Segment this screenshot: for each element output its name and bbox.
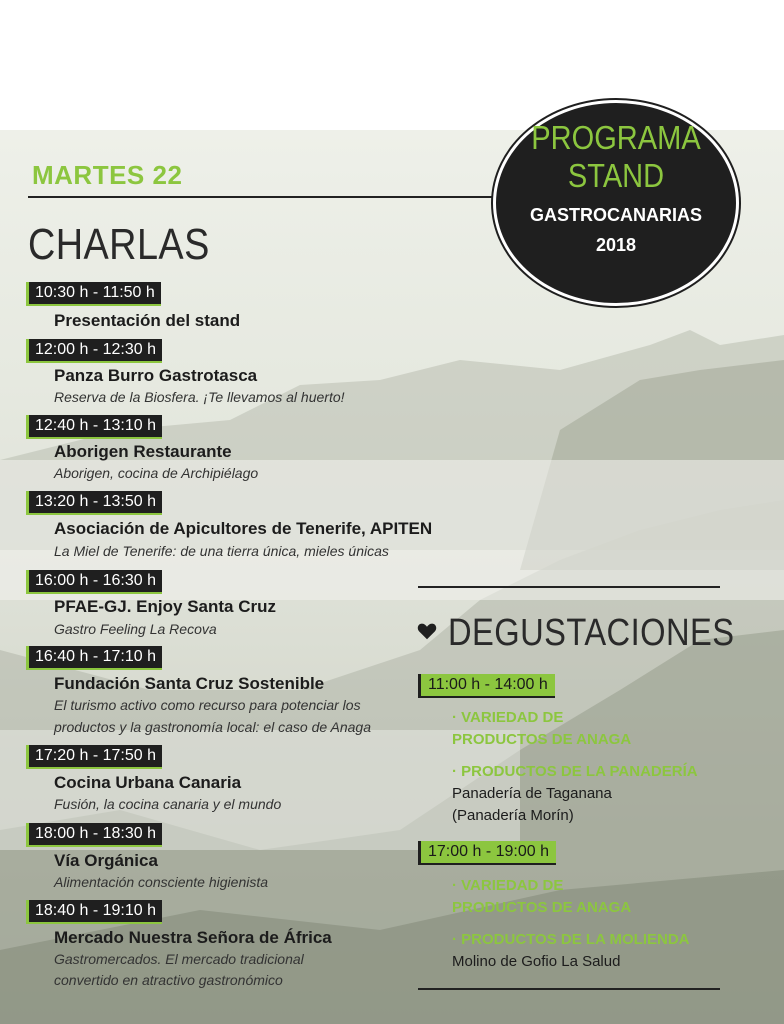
talk-subtitle: convertido en atractivo gastronómico	[54, 972, 283, 988]
tasting-item-detail: Panadería de Taganana	[452, 785, 612, 802]
section-title-degustaciones: DEGUSTACIONES	[448, 612, 735, 654]
program-badge	[493, 100, 739, 306]
talk-time: 16:40 h - 17:10 h	[26, 646, 162, 670]
talk-title: Presentación del stand	[54, 311, 241, 330]
tasting-item-label: PRODUCTOS DE ANAGA	[452, 731, 632, 748]
badge-line-event: GASTROCANARIAS	[529, 205, 702, 225]
day-heading: MARTES 22	[32, 160, 183, 190]
talk-subtitle: La Miel de Tenerife: de una tierra única, mieles únicas	[54, 543, 389, 559]
degustaciones-divider-top	[418, 586, 720, 588]
tasting-item-detail: Molino de Gofio La Salud	[452, 953, 621, 970]
talk-time: 12:40 h - 13:10 h	[26, 415, 162, 439]
talk-title: Panza Burro Gastrotasca	[54, 366, 258, 385]
tasting-item-label: · VARIEDAD DE	[452, 709, 564, 726]
tasting-item-label: · PRODUCTOS DE LA PANADERÍA	[452, 763, 698, 780]
talk-subtitle: Gastro Feeling La Recova	[54, 621, 217, 637]
talk-time: 18:40 h - 19:10 h	[26, 900, 162, 924]
talk-title: Vía Orgánica	[54, 851, 158, 870]
talk-title: Asociación de Apicultores de Tenerife, APITEN	[54, 519, 433, 538]
talk-subtitle: Alimentación consciente higienista	[54, 874, 269, 890]
talk-subtitle: Reserva de la Biosfera. ¡Te llevamos al huerto!	[54, 389, 345, 405]
tasting-time: 17:00 h - 19:00 h	[418, 841, 556, 865]
badge-line-stand: STAND	[567, 157, 665, 194]
talk-time: 16:00 h - 16:30 h	[26, 570, 162, 594]
talk-subtitle: Gastromercados. El mercado tradicional	[54, 951, 304, 967]
degustaciones-divider-bottom	[418, 988, 720, 990]
talk-subtitle: Aborigen, cocina de Archipiélago	[54, 465, 259, 481]
tasting-item-label: PRODUCTOS DE ANAGA	[452, 899, 632, 916]
heart-icon	[416, 620, 438, 642]
tasting-item-detail: (Panadería Morín)	[452, 807, 574, 824]
talk-time: 13:20 h - 13:50 h	[26, 491, 162, 515]
talk-time: 18:00 h - 18:30 h	[26, 823, 162, 847]
header-divider	[28, 196, 528, 198]
talk-title: Fundación Santa Cruz Sostenible	[54, 674, 325, 693]
tasting-item-label: · PRODUCTOS DE LA MOLIENDA	[452, 931, 690, 948]
tasting-item-label: · VARIEDAD DE	[452, 877, 564, 894]
talk-subtitle: El turismo activo como recurso para potenciar los	[54, 697, 361, 713]
talk-subtitle: Fusión, la cocina canaria y el mundo	[54, 796, 282, 812]
talk-subtitle: productos y la gastronomía local: el caso de Anaga	[54, 719, 372, 735]
badge-line-year: 2018	[595, 235, 637, 255]
badge-line-programa: PROGRAMA	[531, 119, 701, 156]
talk-title: Aborigen Restaurante	[54, 442, 232, 461]
talk-title: Mercado Nuestra Señora de África	[54, 928, 332, 947]
tasting-time: 11:00 h - 14:00 h	[418, 674, 555, 698]
talk-time: 17:20 h - 17:50 h	[26, 745, 162, 769]
talk-title: PFAE-GJ. Enjoy Santa Cruz	[54, 597, 276, 616]
talk-title: Cocina Urbana Canaria	[54, 773, 242, 792]
section-title-charlas: CHARLAS	[28, 220, 210, 269]
talk-time: 10:30 h - 11:50 h	[26, 282, 161, 306]
talk-time: 12:00 h - 12:30 h	[26, 339, 162, 363]
